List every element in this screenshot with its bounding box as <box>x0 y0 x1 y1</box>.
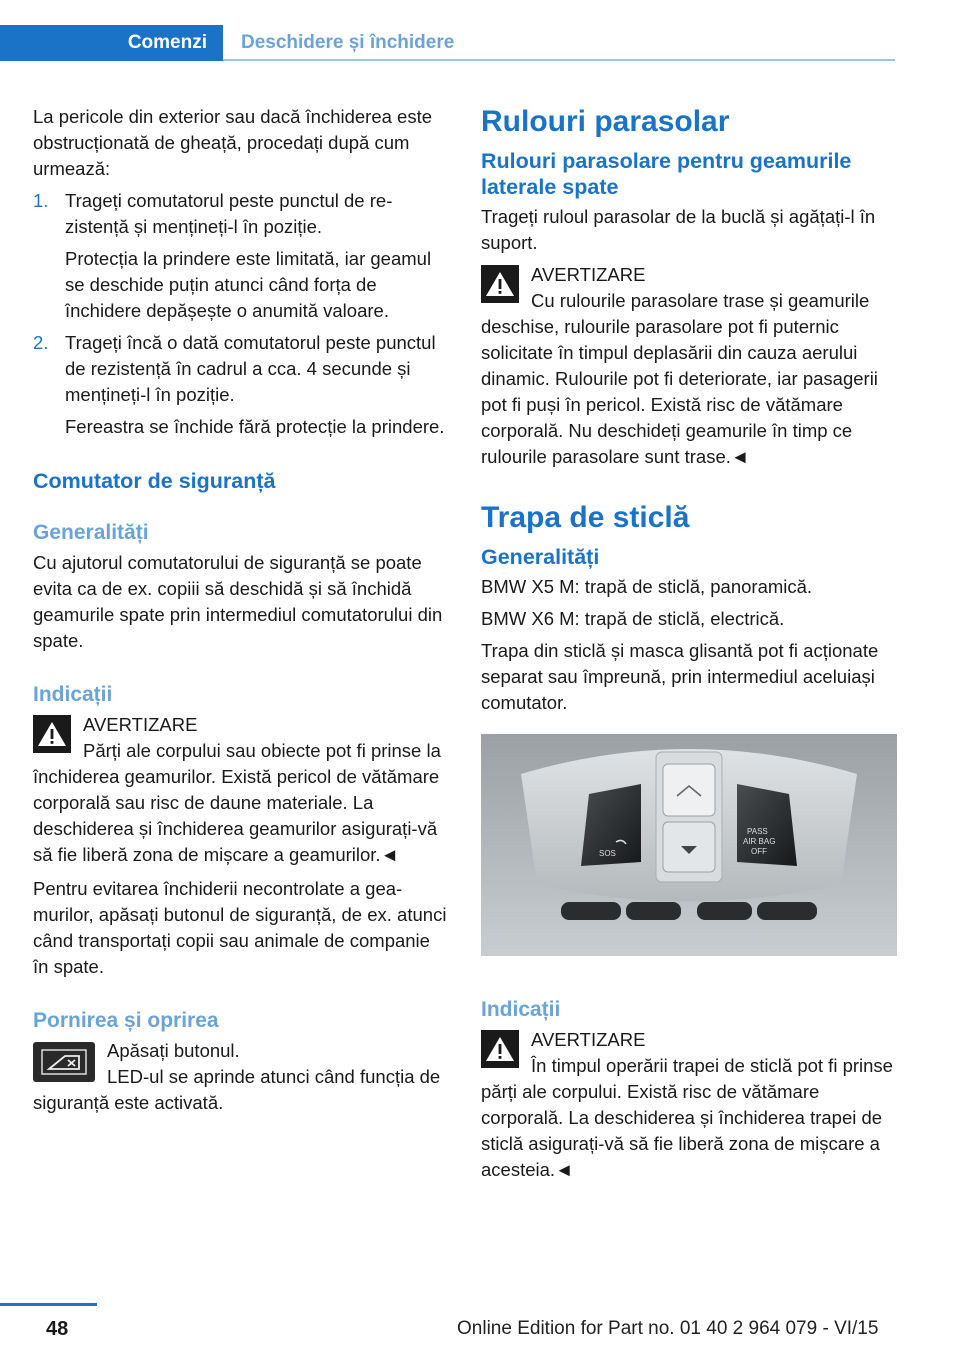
subheading-notes: Indicații <box>481 998 561 1021</box>
tab-deschidere-si-inchidere[interactable]: Deschidere și închidere <box>241 32 455 53</box>
list-text: Trageți comutatorul peste punctul de rezistență și mențineți-l în poziție. <box>65 190 393 237</box>
section-heading-glass-roof: Trapa de sticlă <box>481 501 690 534</box>
warning-triangle-icon <box>481 265 519 303</box>
warning-triangle-icon <box>481 1030 519 1068</box>
list-number: 1. <box>33 190 49 211</box>
overhead-console-photo <box>481 734 897 956</box>
list-item <box>33 188 448 240</box>
edition-footer: Online Edition for Part no. 01 40 2 964 079 - VI/15 <box>457 1318 879 1339</box>
chapter-tabs <box>0 25 895 61</box>
section-heading-safety-switch: Comutator de siguranță <box>33 469 276 493</box>
press-button-text: Apăsați butonul. <box>107 1040 240 1061</box>
button-instruction <box>33 1038 448 1116</box>
child-lock-button-icon <box>33 1042 95 1082</box>
intro-paragraph: La pericole din exterior sau dacă închiderea este obstrucționată de gheață, procedați după cum urmează: <box>33 106 433 179</box>
warning-block <box>481 262 897 470</box>
warning-text: Părți ale corpului sau obiecte pot fi prinse la închiderea geamurilor. Există pericol de vătămare corporală sau risc de daune materiale. La deschiderea și închiderea geamurilor asigurați-vă să fie liberă zona de mișcare a geamurilor.◄ <box>33 740 441 865</box>
subheading-notes: Indicații <box>33 683 113 706</box>
blinds-paragraph: Trageți ruloul parasolar de la buclă și agățați-l în suport. <box>481 206 876 253</box>
list-note: Fereastra se închide fără protecție la prindere. <box>65 416 445 437</box>
warning-block <box>481 1027 897 1183</box>
airbag-label: AIR BAG <box>743 837 776 846</box>
right-column <box>481 104 897 1191</box>
page-number: 48 <box>46 1318 69 1340</box>
x6-paragraph: BMW X6 M: trapă de sticlă, electrică. <box>481 608 785 629</box>
tab-underline <box>223 59 895 61</box>
subheading-on-off: Pornirea și oprirea <box>33 1009 219 1032</box>
tab-comenzi[interactable]: Comenzi <box>0 25 223 61</box>
warning-text: Cu rulourile parasolare trase și geamurile deschise, rulourile parasolare pot fi puternic solicitate în timpul deplasării din cauza aerului dinamic. Rulourile pot fi deteriorate, iar pasagerii pot fi puși în pericol. Există risc de vătămare corporală. Nu deschideți geamurile în timp ce rulourile parasolare sunt trase.◄ <box>481 290 878 467</box>
subheading-rear-side-blinds: Rulouri parasolare pentru geamurile laterale spate <box>481 149 852 199</box>
pass-label: PASS <box>747 827 768 836</box>
x5-paragraph: BMW X5 M: trapă de sticlă, panoramică. <box>481 576 813 597</box>
list-item <box>33 330 448 408</box>
subheading-general: Generalități <box>33 521 149 544</box>
list-number: 2. <box>33 332 49 353</box>
list-note: Protecția la prindere este limitată, iar geamul se deschide puțin atunci când forța de închidere depășește o anumită valoare. <box>65 248 432 321</box>
general-paragraph: Cu ajutorul comutatorului de siguranță se poate evita ca de ex. copiii să deschidă și să închidă geamurile spate prin intermediul comutatorului din spate. <box>33 552 443 651</box>
sos-label: SOS <box>599 849 616 858</box>
left-column <box>33 104 448 1116</box>
warning-triangle-icon <box>33 715 71 753</box>
warning-title: AVERTIZARE <box>531 1029 646 1050</box>
glass-paragraph: Trapa din sticlă și masca glisantă pot fi acționate separat sau împreună, prin intermediul aceluiași comutator. <box>481 640 879 713</box>
footer-rule <box>0 1303 97 1306</box>
warning-block <box>33 712 448 868</box>
section-heading-sun-blinds: Rulouri parasolar <box>481 105 730 138</box>
list-text: Trageți încă o dată comutatorul peste punctul de rezistență în cadrul a cca. 4 secunde și mențineți-l în poziție. <box>65 332 436 405</box>
warning-text: În timpul operării trapei de sticlă pot fi prinse părți ale corpului. Există risc de vătămare corporală. La deschiderea și închiderea trapei de sticlă asigurați-vă să fie liberă zona de mișcare a acesteia.◄ <box>481 1055 893 1180</box>
avoid-paragraph: Pentru evitarea închiderii necontrolate a geamurilor, apăsați butonul de siguranță, de ex. atunci când transportați copii sau animale de companie în spate. <box>33 878 447 977</box>
led-text: LED-ul se aprinde atunci când funcția de siguranță este activată. <box>33 1066 441 1113</box>
warning-title: AVERTIZARE <box>531 264 646 285</box>
off-label: OFF <box>751 847 767 856</box>
subheading-general: Generalități <box>481 545 600 569</box>
warning-title: AVERTIZARE <box>83 714 198 735</box>
